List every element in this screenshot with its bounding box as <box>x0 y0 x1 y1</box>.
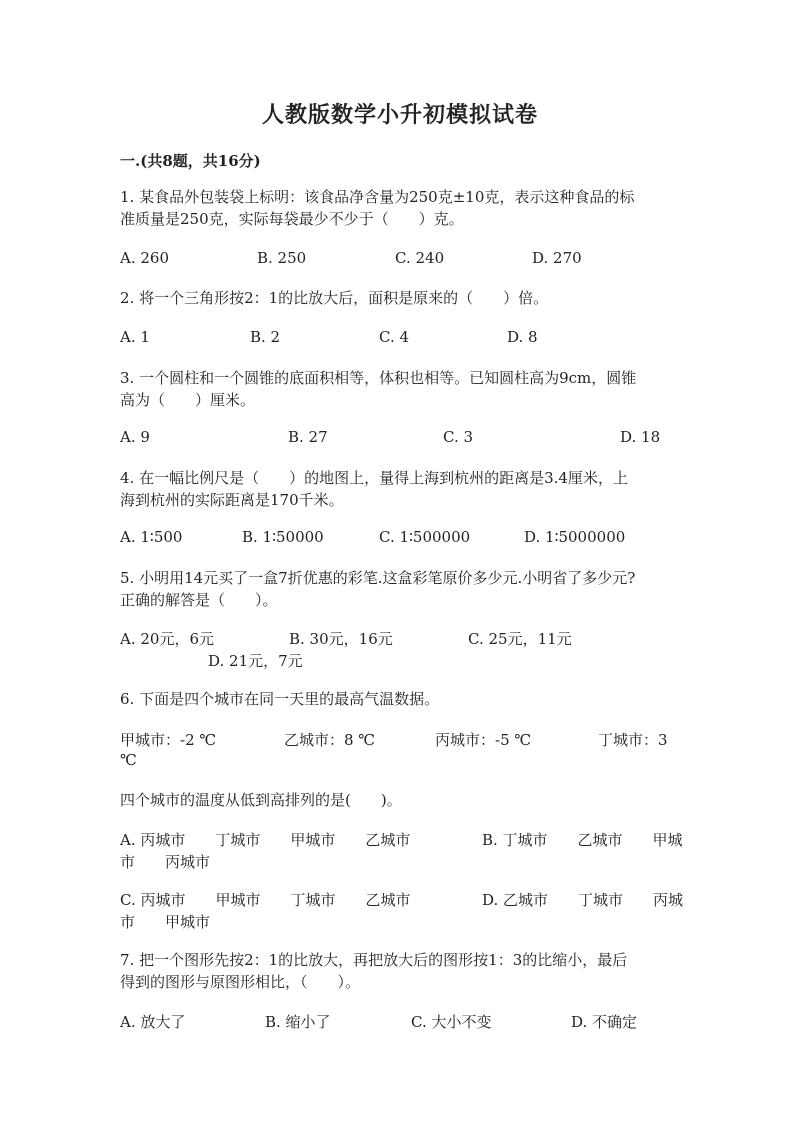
option-c[interactable]: C. 3 <box>443 428 474 446</box>
section-heading: 一.(共8题，共16分) <box>120 152 261 170</box>
option-b[interactable]: B. 1∶50000 <box>242 528 324 546</box>
question-5 <box>120 567 695 611</box>
question-1 <box>120 186 695 230</box>
option-d[interactable]: D. 270 <box>532 249 582 267</box>
option-d[interactable]: D. 18 <box>620 428 661 446</box>
option-c[interactable]: C. 丙城市 甲城市 丁城市 乙城市 <box>120 891 411 909</box>
question-text: 7. 把一个图形先按2：1的比放大，再把放大后的图形按1：3的比缩小，最后 <box>120 951 628 969</box>
option-b[interactable]: B. 250 <box>257 249 307 267</box>
question-text: 正确的解答是（ ）。 <box>120 591 278 609</box>
question-6 <box>120 688 695 710</box>
option-d[interactable]: D. 不确定 <box>571 1013 638 1031</box>
question-text: 5. 小明用14元买了一盒7折优惠的彩笔.这盒彩笔原价多少元.小明省了多少元? <box>120 569 636 587</box>
city-temp-ding: 丁城市：3 <box>598 731 668 749</box>
question-7 <box>120 949 695 993</box>
city-temp-yi: 乙城市：8 ℃ <box>284 731 376 749</box>
option-a[interactable]: A. 丙城市 丁城市 甲城市 乙城市 <box>120 831 411 849</box>
question-3 <box>120 367 695 411</box>
option-a[interactable]: A. 放大了 <box>120 1013 186 1031</box>
city-temp-bing: 丙城市：-5 ℃ <box>435 731 532 749</box>
option-a[interactable]: A. 260 <box>120 249 169 267</box>
option-b[interactable]: B. 2 <box>250 328 281 346</box>
page-title: 人教版数学小升初模拟试卷 <box>261 102 538 128</box>
option-c[interactable]: C. 240 <box>395 249 445 267</box>
option-b[interactable]: B. 30元，16元 <box>289 630 393 648</box>
option-b[interactable]: B. 丁城市 乙城市 甲城 <box>482 831 683 849</box>
question-text: 1. 某食品外包装袋上标明：该食品净含量为250克±10克，表示这种食品的标 <box>120 188 635 206</box>
option-a[interactable]: A. 9 <box>120 428 150 446</box>
option-c[interactable]: C. 25元，11元 <box>468 630 572 648</box>
option-c[interactable]: C. 大小不变 <box>411 1013 492 1031</box>
option-d[interactable]: D. 8 <box>507 328 538 346</box>
option-a[interactable]: A. 1 <box>120 328 150 346</box>
option-c-cont[interactable]: 市 甲城市 <box>120 913 211 931</box>
option-c[interactable]: C. 1∶500000 <box>379 528 471 546</box>
option-a[interactable]: A. 20元，6元 <box>120 630 214 648</box>
question-text: 4. 在一幅比例尺是（ ）的地图上，量得上海到杭州的距离是3.4厘米，上 <box>120 469 628 487</box>
option-b[interactable]: B. 缩小了 <box>265 1013 331 1031</box>
question-2 <box>120 287 695 309</box>
question-text: 高为（ ）厘米。 <box>120 391 256 409</box>
question-text: 3. 一个圆柱和一个圆锥的底面积相等，体积也相等。已知圆柱高为9cm，圆锥 <box>120 369 637 387</box>
option-d[interactable]: D. 21元，7元 <box>208 652 303 670</box>
question-text: 海到杭州的实际距离是170千米。 <box>120 491 344 509</box>
question-text: 准质量是250克，实际每袋最少不少于（ ）克。 <box>120 210 464 228</box>
option-b[interactable]: B. 27 <box>288 428 328 446</box>
option-a[interactable]: A. 1∶500 <box>120 528 183 546</box>
city-temp-jia: 甲城市：-2 ℃ <box>120 731 217 749</box>
option-c[interactable]: C. 4 <box>379 328 410 346</box>
city-temp-ding-unit: ℃ <box>120 751 137 769</box>
option-d[interactable]: D. 乙城市 丁城市 丙城 <box>482 891 684 909</box>
question-4 <box>120 467 695 511</box>
option-a-cont[interactable]: 市 丙城市 <box>120 853 211 871</box>
option-d[interactable]: D. 1∶5000000 <box>524 528 626 546</box>
question-text: 得到的图形与原图形相比，（ ）。 <box>120 973 361 991</box>
question-text: 2. 将一个三角形按2：1的比放大后，面积是原来的（ ）倍。 <box>120 289 549 307</box>
question-text: 6. 下面是四个城市在同一天里的最高气温数据。 <box>120 690 440 708</box>
question-text: 四个城市的温度从低到高排列的是( )。 <box>120 791 402 809</box>
